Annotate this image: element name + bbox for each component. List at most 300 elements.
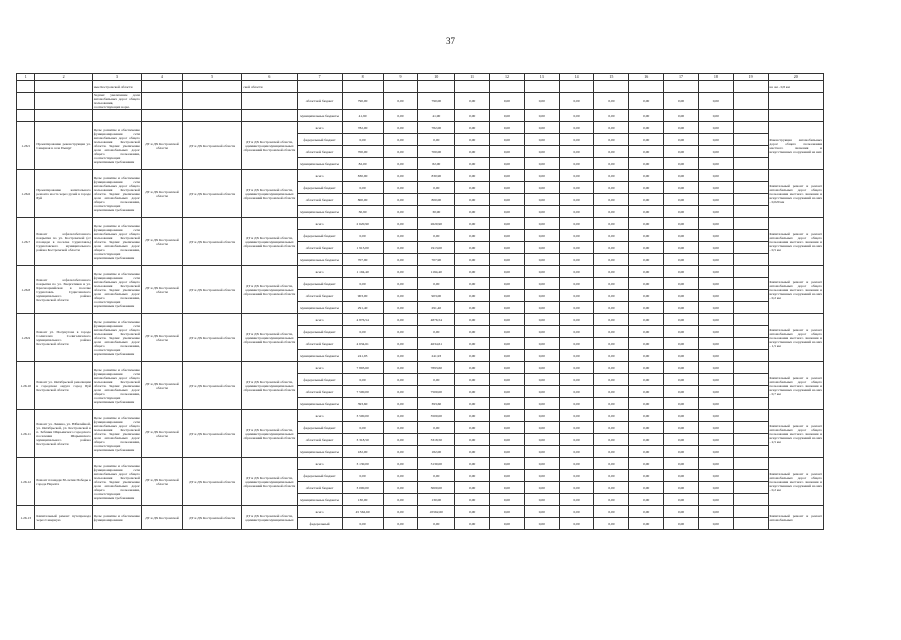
amount-cell: 0,00 [524,374,559,386]
amount-cell: 0,00 [664,158,699,170]
extra-cell [733,506,768,518]
table-row [17,266,824,278]
amount-cell: 0,00 [698,362,733,374]
extra-cell [733,158,768,170]
amount-cell: 0,00 [455,494,490,506]
funding-source-cell: муниципальные бюджеты [297,446,342,458]
amount-cell: 0,00 [490,506,525,518]
measure-name-cell [35,93,92,110]
funding-source-cell: областной бюджет [297,146,342,158]
amount-cell: 0,00 [524,93,559,110]
extra-cell [733,362,768,374]
amount-cell [559,81,594,93]
executor-cell: ДТ и ДХ Костромской [141,506,182,530]
amount-cell: 0,00 [490,350,525,362]
extra-cell [733,470,768,482]
amount-cell [418,81,455,93]
extra-cell [733,206,768,218]
amount-cell: 0,00 [524,122,559,134]
amount-cell: 0,00 [455,422,490,434]
amount-cell: 0,00 [455,146,490,158]
amount-cell: 0,00 [559,110,594,122]
amount-cell: 830,90 [342,170,383,182]
amount-cell: 0,00 [490,110,525,122]
funding-source-cell: областной бюджет [297,93,342,110]
amount-cell: 0,00 [383,290,418,302]
amount-cell: 241,93 [342,350,383,362]
funding-source-cell: муниципальные бюджеты [297,494,342,506]
amount-cell: 0,00 [490,158,525,170]
amount-cell: 0,00 [418,326,455,338]
amount-cell: 0,00 [383,302,418,314]
amount-cell: 800,00 [342,194,383,206]
result-cell: Реконструкция автомобильных дорог общего пользования местного значения и искусственных сооружений на них [768,122,823,170]
amount-cell: 0,00 [524,494,559,506]
goal-cell: Цель: развитие и обеспечение функционирования сети автомобильных дорог общего пользования Костромской области. Задачи: увеличение доли автомобильных дорог общего пользования, соответствующих нормативным требованиям [92,122,141,170]
goal-cell: Цель: развитие и обеспечение функционирования сети автомобильных дорог общего пользования Костромской области. Задачи: увеличение доли автомобильных дорог общего пользования, соответствующих нормативным требованиям [92,218,141,266]
amount-cell: 0,00 [594,338,629,350]
amount-cell: 1 913,00 [342,242,383,254]
amount-cell: 0,00 [524,446,559,458]
amount-cell: 0,00 [629,326,664,338]
amount-cell: 0,00 [629,398,664,410]
column-number-header: 9 [383,74,418,81]
funding-source-cell: областной бюджет [297,242,342,254]
amount-cell: 0,00 [664,122,699,134]
amount-cell [664,81,699,93]
amount-cell: 0,00 [629,170,664,182]
extra-cell [733,122,768,134]
amount-cell: 0,00 [455,230,490,242]
amount-cell: 0,00 [698,386,733,398]
amount-cell: 0,00 [455,374,490,386]
amount-cell: 0,00 [594,266,629,278]
amount-cell: 0,00 [383,182,418,194]
amount-cell: 0,00 [383,338,418,350]
amount-cell: 0,00 [594,434,629,446]
amount-cell: 790,00 [342,93,383,110]
amount-cell: 0,00 [559,218,594,230]
amount-cell: 0,00 [524,434,559,446]
extra-cell [733,338,768,350]
amount-cell: 0,00 [594,182,629,194]
column-number-header: 4 [141,74,182,81]
amount-cell: 0,00 [455,110,490,122]
amount-cell: 707,90 [342,254,383,266]
extra-cell [733,374,768,386]
amount-cell: 0,00 [490,242,525,254]
table-row [17,410,824,422]
amount-cell: 0,00 [524,290,559,302]
partner-cell: ДТ и ДХ Костромской области, администрации муниципальных образований Костромской области [242,314,297,362]
amount-cell: 3000,00 [418,482,455,494]
amount-cell: 0,00 [629,482,664,494]
amount-cell: 0,00 [594,446,629,458]
amount-cell: 0,00 [559,482,594,494]
amount-cell: 4634,61 [418,338,455,350]
column-number-header: 11 [455,74,490,81]
amount-cell: 0,00 [559,146,594,158]
page-number: 37 [446,36,455,46]
amount-cell: 0,00 [698,170,733,182]
funding-source-cell: муниципальные бюджеты [297,206,342,218]
amount-cell: 0,00 [490,446,525,458]
amount-cell: 0,00 [629,350,664,362]
amount-cell: 0,00 [342,278,383,290]
amount-cell: 0,00 [490,362,525,374]
amount-cell [342,81,383,93]
coexecutor-cell: ДТ и ДХ Костромской области [182,122,241,170]
column-number-header: 2 [35,74,92,81]
amount-cell: 0,00 [559,326,594,338]
coexecutor-cell: ДТ и ДХ Костромской области [182,170,241,218]
coexecutor-cell: ДТ и ДХ Костромской области [182,362,241,410]
amount-cell: 0,00 [664,218,699,230]
table-body [17,74,824,530]
amount-cell: 700,00 [342,146,383,158]
amount-cell: 0,00 [490,218,525,230]
extra-cell [733,170,768,182]
amount-cell: 0,00 [524,230,559,242]
amount-cell: 0,00 [594,458,629,470]
extra-cell [733,398,768,410]
executor-cell: ДТ и ДХ Костромской области [141,314,182,362]
amount-cell: 0,00 [383,218,418,230]
amount-cell: 782,00 [418,122,455,134]
row-id-cell [17,93,35,110]
header-row [17,74,824,81]
result-cell: на ом - 0,8 км [768,81,823,93]
amount-cell: 700,00 [418,146,455,158]
partner-cell: ДТ и ДХ Костромской области, администрации муниципальных образований Костромской области [242,170,297,218]
amount-cell: 0,00 [559,122,594,134]
amount-cell: 0,00 [418,470,455,482]
amount-cell: 3 318,50 [342,434,383,446]
amount-cell: 0,00 [490,410,525,422]
amount-cell: 0,00 [524,254,559,266]
amount-cell: 0,00 [455,470,490,482]
amount-cell: 0,00 [490,326,525,338]
amount-cell: 0,00 [342,326,383,338]
extra-cell [733,254,768,266]
amount-cell: 0,00 [594,470,629,482]
extra-cell [733,434,768,446]
amount-cell: 0,00 [559,290,594,302]
amount-cell: 0,00 [383,266,418,278]
amount-cell: 182,00 [418,446,455,458]
amount-cell: 0,00 [559,458,594,470]
amount-cell: 0,00 [559,278,594,290]
amount-cell: 0,00 [490,266,525,278]
amount-cell: 0,00 [664,134,699,146]
amount-cell: 0,00 [664,410,699,422]
measure-name-cell: Капитальный ремонт путепровода через Северную [35,506,92,530]
amount-cell: 0,00 [594,362,629,374]
result-cell [768,93,823,110]
amount-cell: 0,00 [629,146,664,158]
amount-cell: 0,00 [455,182,490,194]
amount-cell: 130,00 [418,494,455,506]
column-number-header: 12 [490,74,525,81]
amount-cell: 0,00 [629,194,664,206]
amount-cell: 0,00 [524,362,559,374]
amount-cell: 0,00 [490,278,525,290]
amount-cell: 0,00 [698,206,733,218]
amount-cell: 0,00 [664,110,699,122]
amount-cell: 0,00 [664,230,699,242]
funding-source-cell: всего [297,122,342,134]
amount-cell: 0,00 [698,110,733,122]
amount-cell: 0,00 [664,422,699,434]
amount-cell: 0,00 [490,374,525,386]
column-number-header: 10 [418,74,455,81]
goal-cell: Цель: развитие и обеспечение функционирования [92,506,141,530]
amount-cell: 0,00 [664,302,699,314]
amount-cell: 393,60 [342,398,383,410]
extra-cell [733,81,768,93]
amount-cell: 0,00 [629,518,664,530]
amount-cell: 241,93 [418,350,455,362]
result-cell: Капитальный ремонт и ремонт автомобильных дорог общего пользования местного значения и искусственных сооружений на них - 1,5 км [768,314,823,362]
amount-cell: 0,00 [559,194,594,206]
amount-cell: 4876,54 [418,314,455,326]
amount-cell: 0,00 [559,338,594,350]
measure-name-cell: Ремонт ул. Полунутова в городе Солигалич Солигаличского муниципального района Костромской области [35,314,92,362]
coexecutor-cell: ДТ и ДХ Костромской области [182,218,241,266]
amount-cell: 0,00 [698,374,733,386]
coexecutor-cell [182,81,241,93]
amount-cell [594,81,629,93]
amount-cell: 0,00 [629,446,664,458]
partner-cell: ДТ и ДХ Костромской области, администрации муниципальных образований Костромской области [242,122,297,170]
amount-cell: 0,00 [698,350,733,362]
amount-cell: 0,00 [490,290,525,302]
amount-cell: 0,00 [559,470,594,482]
amount-cell: 393,60 [418,398,455,410]
amount-cell: 0,00 [629,278,664,290]
coexecutor-cell: ДТ и ДХ Костромской области [182,314,241,362]
amount-cell: 0,00 [664,482,699,494]
amount-cell: 0,00 [594,314,629,326]
amount-cell: 0,00 [383,134,418,146]
amount-cell: 0,00 [455,326,490,338]
goal-cell: Цель: развитие и обеспечение функционирования сети автомобильных дорог общего пользования Костромской области. Задачи: увеличение доли автомобильных дорог общего пользования, соответствующих нормативным требованиям [92,458,141,506]
coexecutor-cell [182,93,241,110]
column-number-header: 17 [664,74,699,81]
amount-cell: 0,00 [559,410,594,422]
executor-cell [141,110,182,122]
amount-cell: 0,00 [490,93,525,110]
table-row [17,218,824,230]
amount-cell: 0,00 [490,134,525,146]
extra-cell [733,482,768,494]
amount-cell: 0,00 [664,446,699,458]
amount-cell: 830,90 [418,170,455,182]
amount-cell: 0,00 [664,266,699,278]
amount-cell: 0,00 [698,194,733,206]
column-number-header: 14 [559,74,594,81]
amount-cell: 0,00 [664,386,699,398]
amount-cell: 1194,40 [418,266,455,278]
amount-cell: 3 130,00 [342,458,383,470]
funding-source-cell: всего [297,458,342,470]
amount-cell: 0,00 [455,446,490,458]
amount-cell: 0,00 [524,158,559,170]
goal-cell: Цель: развитие и обеспечение функционирования сети автомобильных дорог общего пользования Костромской области. Задачи: увеличение доли автомобильных дорог общего пользования, соответствующих нормативным требованиям [92,410,141,458]
amount-cell: 0,00 [664,278,699,290]
amount-cell: 0,00 [524,410,559,422]
amount-cell: 0,00 [490,398,525,410]
amount-cell: 0,00 [559,134,594,146]
amount-cell: 0,00 [629,93,664,110]
amount-cell: 30,90 [418,206,455,218]
amount-cell: 0,00 [342,230,383,242]
funding-source-cell: федеральный бюджет [297,230,342,242]
amount-cell: 0,00 [629,506,664,518]
amount-cell: 0,00 [698,398,733,410]
amount-cell: 2620,90 [418,218,455,230]
table-row [17,122,824,134]
amount-cell: 0,00 [594,110,629,122]
amount-cell: 0,00 [383,518,418,530]
funding-source-cell: областной бюджет [297,386,342,398]
measure-name-cell [35,110,92,122]
amount-cell: 0,00 [455,218,490,230]
amount-cell: 0,00 [490,386,525,398]
measure-id-cell: 1.26.8 [17,266,35,314]
measure-name-cell: Ремонт ул. Октябрьской революции в городском округе город Буй Костромской области [35,362,92,410]
amount-cell [455,81,490,93]
amount-cell: 130,00 [342,494,383,506]
amount-cell: 0,00 [383,314,418,326]
extra-cell [733,302,768,314]
amount-cell: 0,00 [418,422,455,434]
amount-cell: 0,00 [490,194,525,206]
amount-cell: 0,00 [629,206,664,218]
amount-cell: 0,00 [664,362,699,374]
funding-source-cell: федеральный бюджет [297,134,342,146]
partner-cell: ДТ и ДХ Костромской области, администрации муниципальных образований Костромской области [242,362,297,410]
amount-cell: 0,00 [594,230,629,242]
amount-cell: 0,00 [559,314,594,326]
program-table [16,73,824,530]
amount-cell: 0,00 [629,362,664,374]
amount-cell: 0,00 [490,170,525,182]
amount-cell: 0,00 [524,458,559,470]
amount-cell: 45 562,60 [342,506,383,518]
amount-cell: 0,00 [455,266,490,278]
column-number-header: 8 [342,74,383,81]
amount-cell: 0,00 [594,158,629,170]
amount-cell: 0,00 [524,110,559,122]
amount-cell: 0,00 [524,182,559,194]
extra-cell [733,194,768,206]
amount-cell: 0,00 [664,206,699,218]
amount-cell: 0,00 [455,458,490,470]
funding-source-cell [297,81,342,93]
amount-cell: 0,00 [490,482,525,494]
amount-cell: 0,00 [383,230,418,242]
amount-cell: 0,00 [383,326,418,338]
amount-cell: 0,00 [383,170,418,182]
amount-cell: 0,00 [524,518,559,530]
amount-cell: 0,00 [594,506,629,518]
table-row [17,314,824,326]
amount-cell: 0,00 [383,446,418,458]
amount-cell: 0,00 [559,362,594,374]
amount-cell: 0,00 [629,290,664,302]
amount-cell: 0,00 [524,218,559,230]
table-row [17,458,824,470]
amount-cell: 1913,00 [418,242,455,254]
amount-cell: 0,00 [455,194,490,206]
amount-cell: 0,00 [524,242,559,254]
amount-cell: 0,00 [383,206,418,218]
funding-source-cell: федеральный бюджет [297,422,342,434]
amount-cell [524,81,559,93]
extra-cell [733,326,768,338]
amount-cell: 3500,00 [418,410,455,422]
amount-cell: 0,00 [524,506,559,518]
funding-source-cell: федеральный бюджет [297,182,342,194]
amount-cell: 0,00 [698,314,733,326]
amount-cell: 0,00 [629,122,664,134]
amount-cell: 0,00 [698,326,733,338]
amount-cell: 0,00 [455,398,490,410]
amount-cell: 0,00 [594,290,629,302]
amount-cell: 0,00 [559,494,594,506]
amount-cell: 0,00 [559,266,594,278]
result-cell: Капитальный ремонт и ремонт автомобильных дорог общего пользования местного значения и искусственных сооружений на них - 0,5 км [768,218,823,266]
amount-cell: 0,00 [490,206,525,218]
amount-cell: 0,00 [664,374,699,386]
amount-cell: 0,00 [664,326,699,338]
funding-source-cell: муниципальные бюджеты [297,398,342,410]
amount-cell: 0,00 [594,134,629,146]
amount-cell: 2 620,90 [342,218,383,230]
amount-cell: 0,00 [698,290,733,302]
amount-cell: 0,00 [455,434,490,446]
amount-cell: 4 634,61 [342,338,383,350]
amount-cell: 0,00 [342,134,383,146]
extra-cell [733,314,768,326]
amount-cell: 0,00 [664,170,699,182]
amount-cell: 0,00 [383,254,418,266]
extra-cell [733,494,768,506]
amount-cell: 0,00 [698,302,733,314]
amount-cell: 0,00 [383,458,418,470]
amount-cell: 3318,50 [418,434,455,446]
funding-source-cell: областной бюджет [297,482,342,494]
amount-cell: 0,00 [594,194,629,206]
amount-cell: 0,00 [698,218,733,230]
amount-cell: 0,00 [629,134,664,146]
result-cell: Капитальный ремонт и ремонт автомобильных дорог общего пользования местного значения и искусственных сооружений на них - 0,2 км [768,458,823,506]
column-number-header: 20 [768,74,823,81]
extra-cell [733,422,768,434]
amount-cell: 0,00 [594,242,629,254]
amount-cell: 0,00 [698,434,733,446]
column-number-header: 3 [92,74,141,81]
goal-cell [92,110,141,122]
goal-cell: Цель: развитие и обеспечение функционирования сети автомобильных дорог общего пользования Костромской области. Задачи: увеличение доли автомобильных дорог общего пользования, соответствующих нормативным требованиям [92,314,141,362]
amount-cell: 291,40 [418,302,455,314]
amount-cell: 0,00 [559,242,594,254]
table-row [17,506,824,518]
amount-cell: 0,00 [594,398,629,410]
amount-cell: 7 500,00 [342,386,383,398]
measure-id-cell: 1.26.6 [17,170,35,218]
